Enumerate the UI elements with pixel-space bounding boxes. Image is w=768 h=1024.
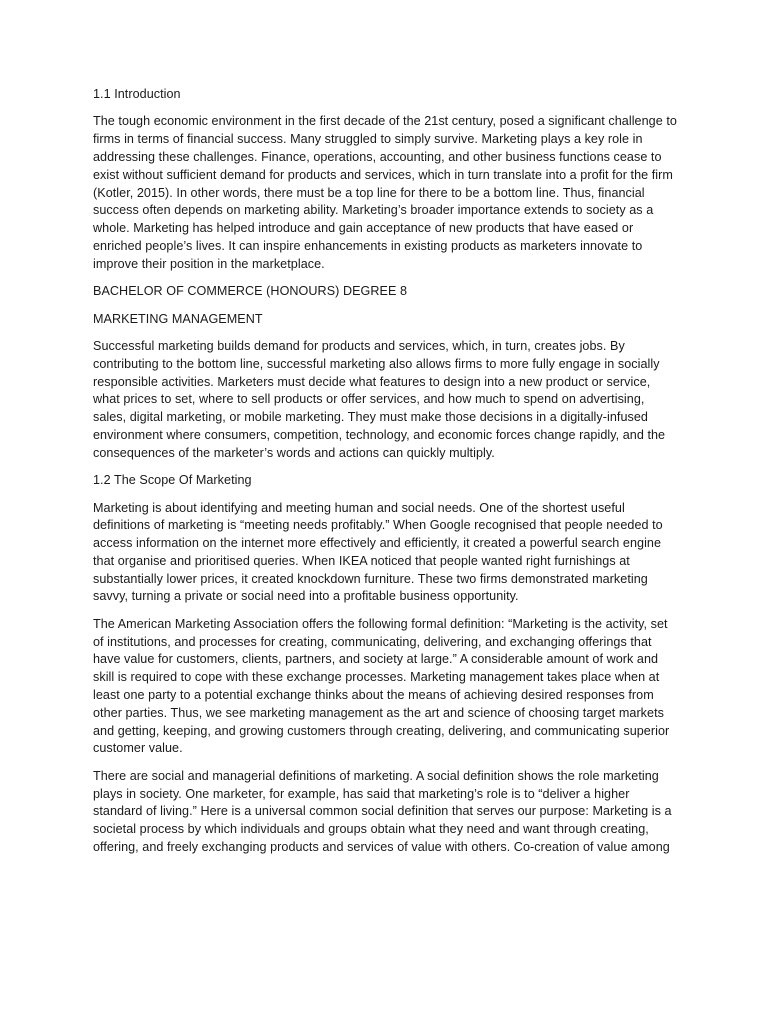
section-heading-scope: 1.2 The Scope Of Marketing — [93, 473, 252, 488]
paragraph-social-definition: There are social and managerial definitions of marketing. A social definition shows the role marketing plays in society. One marketer, for example, has said that marketing’s role is to “deliver a higher standard of living.” Here is a universal common social definition that serves our purpose: Marketing is a societal process by which individuals and groups obtain what they need and want through creating, offering, and freely exchanging products and services of value with others. Co-creation of value among — [93, 768, 672, 855]
degree-heading: BACHELOR OF COMMERCE (HONOURS) DEGREE 8 — [93, 284, 408, 299]
paragraph-successful-marketing: Successful marketing builds demand for products and services, which, in turn, creates jobs. By contributing to the bottom line, successful marketing also allows firms to more fully engage in socially responsible activities. Marketers must decide what features to design into a new product or service, what prices to set, where to sell products or offer services, and how much to spend on advertising, sales, digital marketing, or mobile marketing. They must make those decisions in a digitally-infused environment where consumers, competition, technology, and economic forces change rapidly, and the consequences of the marketer’s words and actions can quickly multiply. — [93, 338, 666, 460]
section-heading-introduction: 1.1 Introduction — [93, 87, 181, 101]
paragraph-ama-definition: The American Marketing Association offers the following formal definition: “Marketing is the activity, set of institutions, and processes for creating, communicating, delivering, and exchanging offerings that have value for customers, clients, partners, and society at large.” A considerable amount of work and skill is required to cope with these exchange processes. Marketing management takes place when at least one party to a potential exchange thinks about the means of achieving desired responses from other parties. Thus, we see marketing management as the art and science of choosing target markets and getting, keeping, and growing customers through creating, delivering, and communicating superior customer value. — [93, 616, 670, 756]
document-page — [93, 86, 677, 866]
paragraph-scope: Marketing is about identifying and meeting human and social needs. One of the shortest useful definitions of marketing is “meeting needs profitably.” When Google recognised that people needed to access information on the internet more effectively and efficiently, it created a powerful search engine that organise and prioritised queries. When IKEA noticed that people wanted right furnishings at substantially lower prices, it created knockdown furniture. These two firms demonstrated marketing savvy, turning a private or social need into a profitable business opportunity. — [93, 500, 663, 604]
course-heading: MARKETING MANAGEMENT — [93, 311, 263, 326]
paragraph-introduction: The tough economic environment in the first decade of the 21st century, posed a significant challenge to firms in terms of financial success. Many struggled to simply survive. Marketing plays a key role in addressing these challenges. Finance, operations, accounting, and other business functions cease to exist without sufficient demand for products and services, which in turn translate into a profit for the firm (Kotler, 2015). In other words, there must be a top line for there to be a bottom line. Thus, financial success often depends on marketing ability. Marketing’s broader importance extends to society as a whole. Marketing has helped introduce and gain acceptance of new products that have eased or enriched people’s lives. It can inspire enhancements in existing products as marketers innovate to improve their position in the marketplace. — [93, 114, 677, 271]
